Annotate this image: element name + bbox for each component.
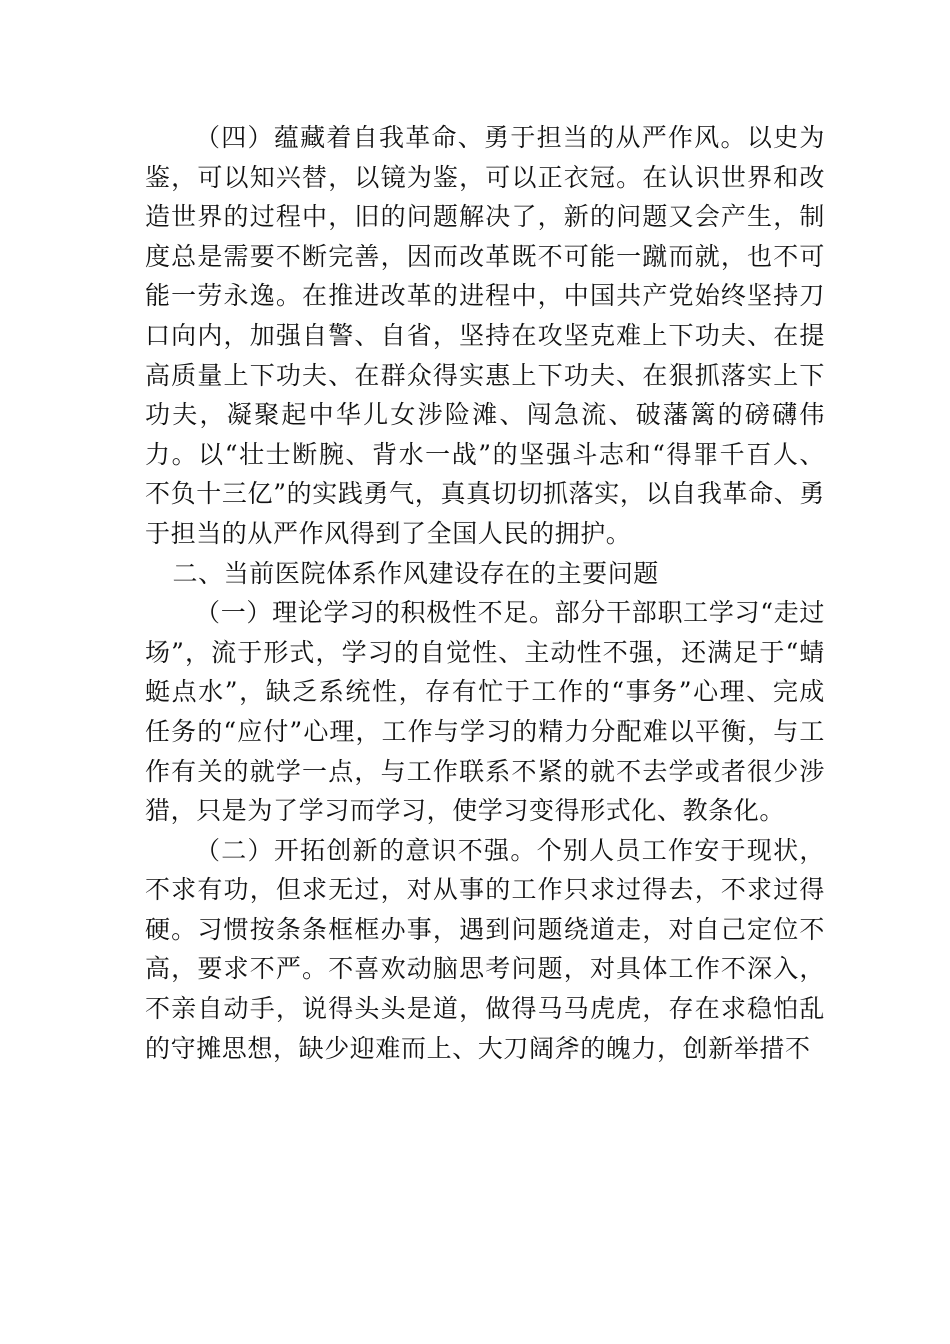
document-page	[145, 118, 825, 1068]
section-heading-main-problems: 二、当前医院体系作风建设存在的主要问题	[172, 558, 659, 588]
paragraph-theory-study: （一）理论学习的积极性不足。部分干部职工学习“走过场”，流于形式，学习的自觉性、主动性不强，还满足于“蜻蜓点水”，缺乏系统性，存有忙于工作的“事务”心理、完成任务的“应付”心理，工作与学习的精力分配难以平衡，与工作有关的就学一点，与工作联系不紧的就不去学或者很少涉猎，只是为了学习而学习，使学习变得形式化、教条化。	[145, 598, 825, 826]
paragraph-innovation-awareness: （二）开拓创新的意识不强。个别人员工作安于现状，不求有功，但求无过，对从事的工作只求过得去，不求过得硬。习惯按条条框框办事，遇到问题绕道走，对自己定位不高，要求不严。不喜欢动脑思考问题，对具体工作不深入， 不亲自动手，说得头头是道，做得马马虎虎，存在求稳怕乱的守摊思想，缺少迎难而上、大刀阔斧的魄力，创新举措不	[145, 835, 825, 1063]
paragraph-discipline-style: （四）蕴藏着自我革命、勇于担当的从严作风。以史为鉴，可以知兴替，以镜为鉴，可以正衣冠。在认识世界和改造世界的过程中，旧的问题解决了，新的问题又会产生，制度总是需要不断完善，因而改革既不可能一蹴而就，也不可能一劳永逸。在推进改革的进程中，中国共产党始终坚持刀口向内，加强自警、自省，坚持在攻坚克难上下功夫、在提高质量上下功夫、在群众得实惠上下功夫、在狠抓落实上下功夫，凝聚起中华儿女涉险滩、闯急流、破藩篱的磅礴伟力。以“壮士断腕、背水一战”的坚强斗志和“得罪千百人、不负十三亿”的实践勇气，真真切切抓落实，以自我革命、勇于担当的从严作风得到了全国人民的拥护。	[145, 123, 825, 548]
